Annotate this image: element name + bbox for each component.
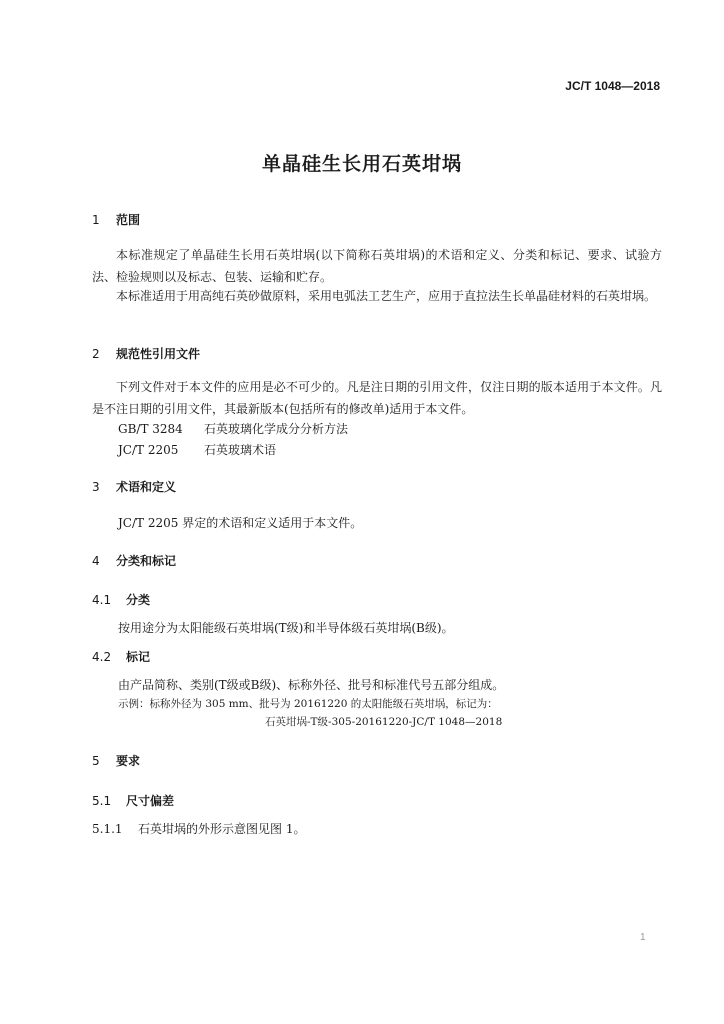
marking-example-code: 石英坩埚-T级-305-20161220-JC/T 1048—2018 bbox=[265, 716, 503, 728]
subsection-number: 5.1 bbox=[92, 794, 112, 808]
reference-item bbox=[118, 441, 276, 458]
section-heading-3 bbox=[92, 478, 176, 495]
subsection-number: 4.2 bbox=[92, 650, 112, 664]
subsection-heading-4-1 bbox=[92, 591, 150, 608]
section-number: 1 bbox=[92, 213, 100, 227]
subsection-number: 4.1 bbox=[92, 593, 112, 607]
clause-number: 5.1.1 bbox=[92, 822, 123, 836]
subsection-title: 分类 bbox=[126, 593, 151, 607]
reference-code: JC/T 2205 bbox=[118, 443, 179, 457]
section-title: 范围 bbox=[116, 213, 141, 227]
section-number: 4 bbox=[92, 554, 100, 568]
subsection-title: 标记 bbox=[126, 650, 151, 664]
clause-5-1-1 bbox=[92, 820, 305, 837]
page-number: 1 bbox=[640, 932, 646, 943]
normative-references-paragraph: 下列文件对于本文件的应用是必不可少的。凡是注日期的引用文件，仅注日期的版本适用于本文件。凡是不注日期的引用文件，其最新版本(包括所有的修改单)适用于本文件。 bbox=[92, 380, 662, 416]
scope-paragraph-1: 本标准规定了单晶硅生长用石英坩埚(以下简称石英坩埚)的术语和定义、分类和标记、要求、试验方法、检验规则以及标志、包装、运输和贮存。 bbox=[92, 248, 662, 284]
marking-text: 由产品简称、类别(T级或B级)、标称外径、批号和标准代号五部分组成。 bbox=[118, 678, 505, 692]
subsection-title: 尺寸偏差 bbox=[126, 794, 175, 808]
document-title: 单晶硅生长用石英坩埚 bbox=[261, 153, 462, 175]
scope-paragraph-2: 本标准适用于用高纯石英砂做原料，采用电弧法工艺生产，应用于直拉法生长单晶硅材料的石英坩埚。 bbox=[116, 289, 657, 303]
section-heading-4 bbox=[92, 552, 176, 569]
subsection-heading-4-2 bbox=[92, 648, 150, 665]
reference-item bbox=[118, 420, 348, 437]
subsection-heading-5-1 bbox=[92, 792, 174, 809]
marking-example: 示例：标称外径为 305 mm、批号为 20161220 的太阳能级石英坩埚，标记为： bbox=[118, 698, 498, 710]
section-heading-1 bbox=[92, 211, 140, 228]
classification-text: 按用途分为太阳能级石英坩埚(T级)和半导体级石英坩埚(B级)。 bbox=[118, 621, 454, 635]
terms-text: JC/T 2205 界定的术语和定义适用于本文件。 bbox=[118, 516, 363, 530]
clause-text: 石英坩埚的外形示意图见图 1。 bbox=[138, 822, 306, 836]
reference-title: 石英玻璃术语 bbox=[204, 443, 277, 457]
section-title: 规范性引用文件 bbox=[116, 347, 201, 361]
section-heading-2 bbox=[92, 345, 200, 362]
section-title: 分类和标记 bbox=[116, 554, 177, 568]
reference-title: 石英玻璃化学成分分析方法 bbox=[204, 422, 349, 436]
section-title: 术语和定义 bbox=[116, 480, 177, 494]
section-number: 3 bbox=[92, 480, 100, 494]
section-title: 要求 bbox=[116, 754, 141, 768]
standard-code: JC/T 1048—2018 bbox=[565, 79, 660, 93]
section-number: 5 bbox=[92, 754, 100, 768]
section-number: 2 bbox=[92, 347, 100, 361]
reference-code: GB/T 3284 bbox=[118, 422, 183, 436]
section-heading-5 bbox=[92, 752, 140, 769]
